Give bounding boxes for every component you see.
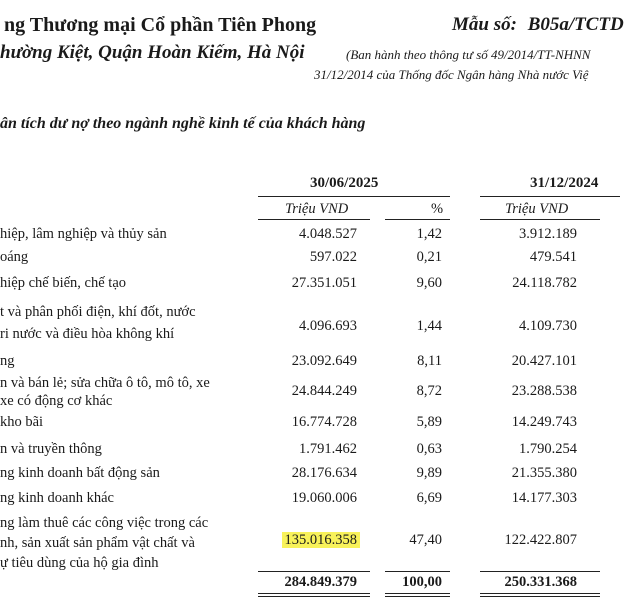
row-percent: 5,89 bbox=[416, 414, 442, 430]
row-value-2024: 479.541 bbox=[529, 249, 577, 265]
row-percent: 47,40 bbox=[409, 532, 442, 548]
total-value-2024: 250.331.368 bbox=[504, 574, 577, 590]
unit-underline-1 bbox=[258, 219, 370, 220]
percent-header: % bbox=[431, 201, 444, 217]
row-percent: 0,63 bbox=[416, 441, 442, 457]
total-rule-3 bbox=[480, 571, 600, 572]
period2-header: 31/12/2024 bbox=[530, 175, 599, 191]
row-label-line2: xe có động cơ khác bbox=[0, 393, 113, 409]
row-percent: 9,89 bbox=[416, 465, 442, 481]
total-double-rule-3b bbox=[480, 596, 600, 597]
total-double-rule-1b bbox=[258, 596, 370, 597]
unit-underline-3 bbox=[480, 219, 600, 220]
row-value-2025: 597.022 bbox=[309, 249, 357, 265]
row-label: hiệp chế biến, chế tạo bbox=[0, 275, 127, 291]
row-value-2025: 19.060.006 bbox=[291, 490, 357, 506]
total-rule-1 bbox=[258, 571, 370, 572]
total-double-rule-1a bbox=[258, 593, 370, 594]
row-percent: 8,11 bbox=[417, 353, 442, 369]
row-label-line1: n và bán lẻ; sửa chữa ô tô, mô tô, xe bbox=[0, 375, 210, 391]
row-label: kho bãi bbox=[0, 414, 44, 430]
row-value-2025: 4.048.527 bbox=[299, 226, 357, 242]
unit-underline-2 bbox=[385, 219, 450, 220]
row-label: ng kinh doanh khác bbox=[0, 490, 114, 506]
row-label: hiệp, lâm nghiệp và thủy sản bbox=[0, 226, 167, 242]
issued-regulation: (Ban hành theo thông tư số 49/2014/TT-NHNN bbox=[346, 47, 591, 62]
form-code: B05a/TCTD bbox=[527, 14, 624, 35]
row-label: n và truyền thông bbox=[0, 441, 102, 457]
row-value-2024: 122.422.807 bbox=[504, 532, 577, 548]
row-value-2025: 24.844.249 bbox=[291, 383, 357, 399]
row-label: ng kinh doanh bất động sản bbox=[0, 465, 160, 481]
row-percent: 0,21 bbox=[416, 249, 442, 265]
total-double-rule-2b bbox=[385, 596, 450, 597]
section-title: ân tích dư nợ theo ngành nghề kinh tế của khách hàng bbox=[0, 115, 366, 132]
row-percent: 1,42 bbox=[416, 226, 442, 242]
unit-header-1: Triệu VND bbox=[285, 201, 349, 217]
bank-name: ng Thương mại Cổ phần Tiên Phong bbox=[4, 14, 317, 36]
total-rule-2 bbox=[385, 571, 450, 572]
unit-header-2: Triệu VND bbox=[505, 201, 569, 217]
total-percent: 100,00 bbox=[402, 574, 442, 590]
row-value-2024: 21.355.380 bbox=[511, 465, 577, 481]
total-double-rule-3a bbox=[480, 593, 600, 594]
highlight-mark: 135.016.358 bbox=[282, 532, 361, 548]
row-value-2025: 4.096.693 bbox=[299, 318, 357, 334]
row-value-2025: 28.176.634 bbox=[291, 465, 357, 481]
row-percent: 9,60 bbox=[416, 275, 442, 291]
total-double-rule-2a bbox=[385, 593, 450, 594]
header-rule-2 bbox=[480, 196, 620, 197]
row-value-2025: 16.774.728 bbox=[291, 414, 357, 430]
row-value-2024: 24.118.782 bbox=[512, 275, 577, 291]
row-percent: 8,72 bbox=[416, 383, 442, 399]
row-value-2025: 27.351.051 bbox=[291, 275, 357, 291]
row-percent: 1,44 bbox=[416, 318, 442, 334]
row-label: ng bbox=[0, 353, 15, 369]
row-label: oáng bbox=[0, 249, 29, 265]
total-value-2025: 284.849.379 bbox=[284, 574, 357, 590]
row-value-2024: 1.790.254 bbox=[519, 441, 577, 457]
row-value-2025: 23.092.649 bbox=[291, 353, 357, 369]
row-label-line2: ri nước và điều hòa không khí bbox=[0, 326, 175, 342]
row-label-line1: t và phân phối điện, khí đốt, nước bbox=[0, 304, 196, 320]
row-label-line1: ng làm thuê các công việc trong các bbox=[0, 515, 209, 531]
form-number bbox=[452, 14, 624, 36]
row-value-2024: 23.288.538 bbox=[511, 383, 577, 399]
row-label-line2: nh, sản xuất sản phẩm vật chất và bbox=[0, 535, 195, 551]
row-label-line3: ự tiêu dùng của hộ gia đình bbox=[0, 555, 159, 571]
form-label: Mẫu số: bbox=[452, 14, 517, 35]
row-value-2024: 14.249.743 bbox=[511, 414, 577, 430]
row-value-2025-highlighted bbox=[282, 532, 361, 549]
bank-address: hường Kiệt, Quận Hoàn Kiếm, Hà Nội bbox=[0, 42, 305, 63]
issued-date: 31/12/2014 của Thống đốc Ngân hàng Nhà nước Việ bbox=[314, 67, 589, 82]
row-value-2024: 4.109.730 bbox=[519, 318, 577, 334]
period1-header: 30/06/2025 bbox=[310, 175, 379, 191]
row-value-2024: 3.912.189 bbox=[519, 226, 577, 242]
header-rule-1 bbox=[258, 196, 450, 197]
row-value-2024: 14.177.303 bbox=[511, 490, 577, 506]
row-value-2024: 20.427.101 bbox=[511, 353, 577, 369]
row-percent: 6,69 bbox=[416, 490, 442, 506]
row-value-2025: 1.791.462 bbox=[299, 441, 357, 457]
